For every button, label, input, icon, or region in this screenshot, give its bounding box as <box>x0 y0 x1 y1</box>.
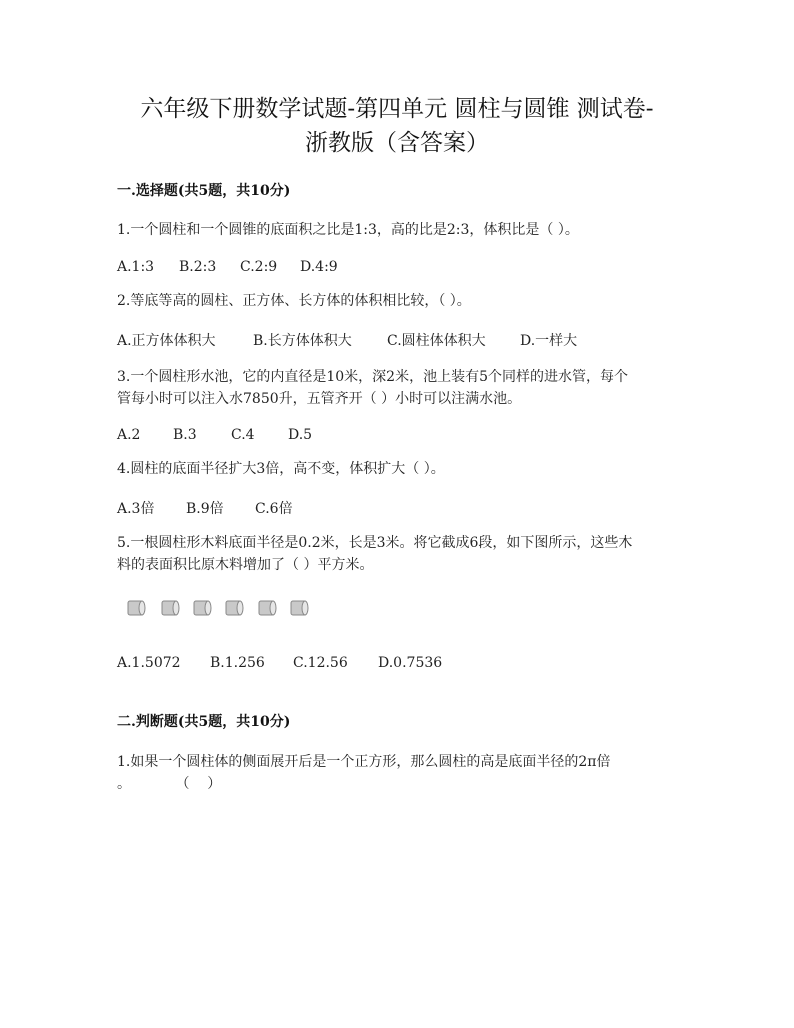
log-pieces-figure <box>126 599 326 617</box>
option-b: B.9倍 <box>186 501 224 517</box>
log-piece-icon <box>192 599 212 617</box>
log-piece-icon <box>126 599 146 617</box>
option-b: B.2:3 <box>179 259 217 275</box>
log-piece-icon <box>257 599 277 617</box>
question-5-line-2: 料的表面积比原木料增加了（ ）平方米。 <box>117 557 374 573</box>
option-a: A.正方体体积大 <box>117 333 216 349</box>
option-c: C.12.56 <box>293 655 348 671</box>
option-b: B.1.256 <box>210 655 265 671</box>
page-title-line-1: 六年级下册数学试题-第四单元 圆柱与圆锥 测试卷- <box>140 96 654 122</box>
option-a: A.2 <box>117 427 141 443</box>
option-a: A.1:3 <box>117 259 155 275</box>
section-heading-judgement: 二.判断题(共5题，共10分) <box>117 714 291 730</box>
question-4-text: 4.圆柱的底面半径扩大3倍，高不变，体积扩大（ ）。 <box>117 461 445 477</box>
page-title-line-2: 浙教版（含答案） <box>305 130 489 156</box>
section-heading-choice: 一.选择题(共5题，共10分) <box>117 183 291 199</box>
judgement-1-text <box>117 751 677 795</box>
judgement-1-line-2: 。 （ ） <box>117 776 222 792</box>
judgement-1-line-1: 1.如果一个圆柱体的侧面展开后是一个正方形，那么圆柱的高是底面半径的2π倍 <box>117 754 611 770</box>
option-c: C.圆柱体体积大 <box>387 333 486 349</box>
question-5-line-1: 5.一根圆柱形木料底面半径是0.2米，长是3米。将它截成6段，如下图所示，这些木 <box>117 535 633 551</box>
question-1-text: 1.一个圆柱和一个圆锥的底面积之比是1:3，高的比是2:3，体积比是（ ）。 <box>117 222 579 238</box>
question-3-line-2: 管每小时可以注入水7850升，五管齐开（ ）小时可以注满水池。 <box>117 391 522 407</box>
option-a: A.3倍 <box>117 501 155 517</box>
option-d: D.一样大 <box>520 333 578 349</box>
option-a: A.1.5072 <box>117 655 181 671</box>
option-b: B.3 <box>173 427 197 443</box>
option-d: D.0.7536 <box>378 655 443 671</box>
option-d: D.5 <box>288 427 313 443</box>
option-b: B.长方体体积大 <box>253 333 352 349</box>
question-3-line-1: 3.一个圆柱形水池，它的内直径是10米，深2米，池上装有5个同样的进水管，每个 <box>117 369 628 385</box>
option-c: C.4 <box>231 427 255 443</box>
question-5-text <box>117 532 677 576</box>
question-2-text: 2.等底等高的圆柱、正方体、长方体的体积相比较，（ ）。 <box>117 293 471 309</box>
option-c: C.2:9 <box>240 259 278 275</box>
log-piece-icon <box>289 599 309 617</box>
log-piece-icon <box>224 599 244 617</box>
option-d: D.4:9 <box>300 259 338 275</box>
question-3-text <box>117 366 677 410</box>
log-piece-icon <box>160 599 180 617</box>
option-c: C.6倍 <box>255 501 293 517</box>
